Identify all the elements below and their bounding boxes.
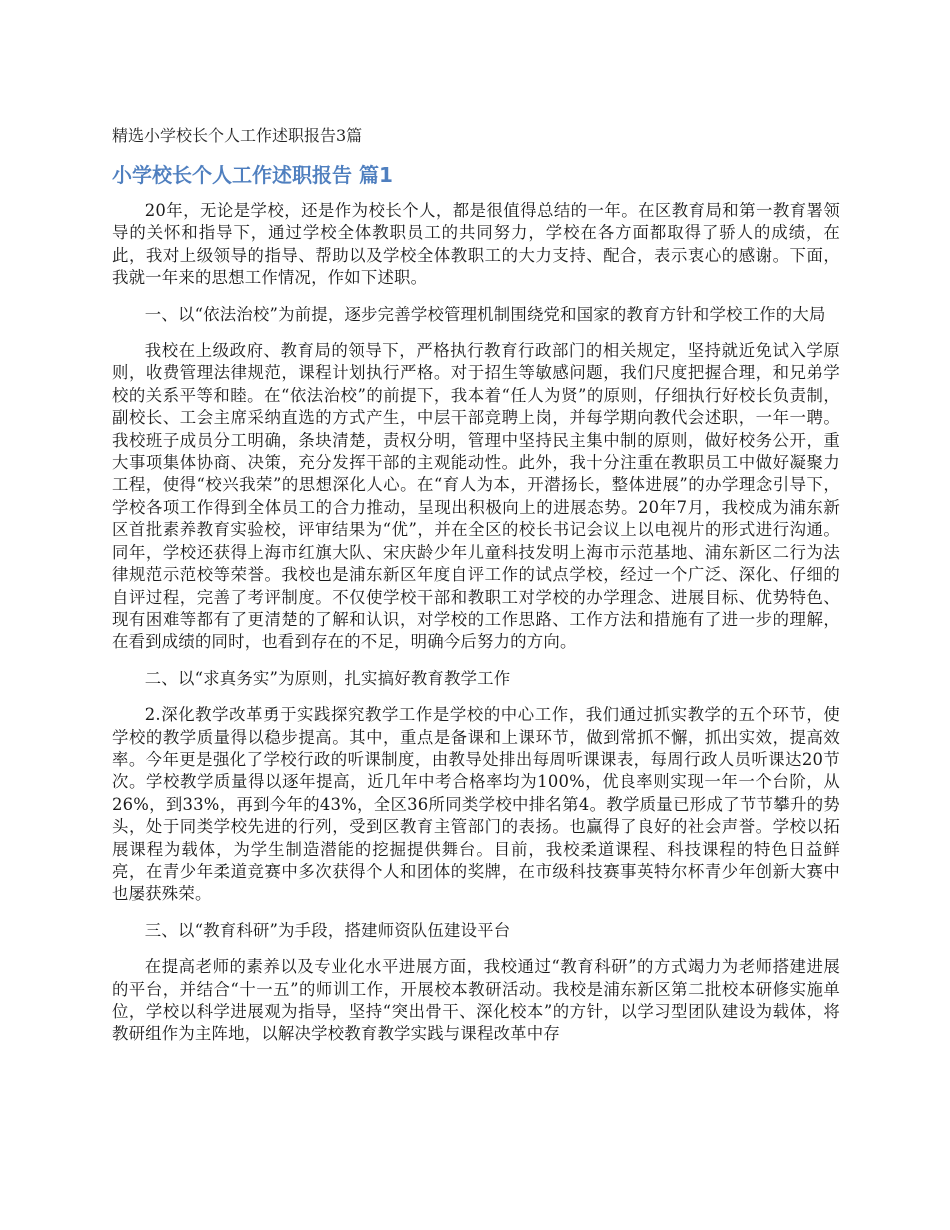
paragraph-management: 我校在上级政府、教育局的领导下，严格执行教育行政部门的相关规定，坚持就近免试入学原则，收费管理法律规范，课程计划执行严格。对于招生等敏感问题，我们尺度把握合理，和兄弟学校的关系平等和睦。在“依法治校”的前提下，我本着“任人为贤”的原则，仔细执行好校长负责制，副校长、工会主席采纳直选的方式产生，中层干部竞聘上岗，并每学期向教代会述职，一年一聘。我校班子成员分工明确，条块清楚，责权分明，管理中坚持民主集中制的原则，做好校务公开，重大事项集体协商、决策，充分发挥干部的主观能动性。此外，我十分注重在教职员工中做好凝聚力工程，使得“校兴我荣”的思想深化人心。在“育人为本，开潜扬长，整体进展”的办学理念引导下，学校各项工作得到全体员工的合力推动，呈现出积极向上的进展态势。20年7月，我校成为浦东新区首批素养教育实验校，评审结果为“优”，并在全区的校长书记会议上以电视片的形式进行沟通。同年，学校还获得上海市红旗大队、宋庆龄少年儿童科技发明上海市示范基地、浦东新区二行为法律规范示范校等荣誉。我校也是浦东新区年度自评工作的试点学校，经过一个广泛、深化、仔细的自评过程，完善了考评制度。不仅使学校干部和教职工对学校的办学理念、进展目标、优势特色、现有困难等都有了更清楚的了解和认识，对学校的工作思路、工作方法和措施有了进一步的理解，在看到成绩的同时，也看到存在的不足，明确今后努力的方向。 — [112, 341, 840, 652]
paragraph-heading-3: 三、以“教育科研”为手段，搭建师资队伍建设平台 — [144, 920, 511, 940]
paragraph-research: 在提高老师的素养以及专业化水平进展方面，我校通过“教育科研”的方式竭力为老师搭建进展的平台，并结合“十一五”的师训工作，开展校本教研活动。我校是浦东新区第二批校本研修实施单位，学校以科学进展观为指导，坚持“突出骨干、深化校本”的方针，以学习型团队建设为载体，将教研组作为主阵地，以解决学校教育教学实践与课程改革中存 — [112, 957, 840, 1044]
paragraph-heading-2: 二、以“求真务实”为原则，扎实搞好教育教学工作 — [144, 668, 511, 688]
paragraph-heading-1: 一、以“依法治校”为前提，逐步完善学校管理机制围绕党和国家的教育方针和学校工作的大局 — [144, 304, 826, 324]
paragraph-teaching: 2.深化教学改革勇于实践探究教学工作是学校的中心工作，我们通过抓实教学的五个环节，使学校的教学质量得以稳步提高。其中，重点是备课和上课环节，做到常抓不懈，抓出实效，提高效率。今年更是强化了学校行政的听课制度，由教导处排出每周听课课表，每周行政人员听课达20节次。学校教学质量得以逐年提高，近几年中考合格率均为100%，优良率则实现一年一个台阶，从26%，到33%，再到今年的43%，全区36所同类学校中排名第4。教学质量已形成了节节攀升的势头，处于同类学校先进的行列，受到区教育主管部门的表扬。也赢得了良好的社会声誉。学校以拓展课程为载体，为学生制造潜能的挖掘提供舞台。目前，我校柔道课程、科技课程的特色日益鲜亮，在青少年柔道竞赛中多次获得个人和团体的奖牌，在市级科技赛事英特尔杯青少年创新大赛中也屡获殊荣。 — [112, 705, 840, 904]
paragraph-intro: 20年，无论是学校，还是作为校长个人，都是很值得总结的一年。在区教育局和第一教育署领导的关怀和指导下，通过学校全体教职员工的共同努力，学校在各方面都取得了骄人的成绩，在此，我对上级领导的指导、帮助以及学校全体教职工的大力支持、配合，表示衷心的感谢。下面，我就一年来的思想工作情况，作如下述职。 — [112, 201, 840, 288]
section-heading: 小学校长个人工作述职报告 篇1 — [112, 163, 393, 187]
document-title: 精选小学校长个人工作述职报告3篇 — [112, 126, 363, 145]
document-page — [112, 124, 840, 1060]
